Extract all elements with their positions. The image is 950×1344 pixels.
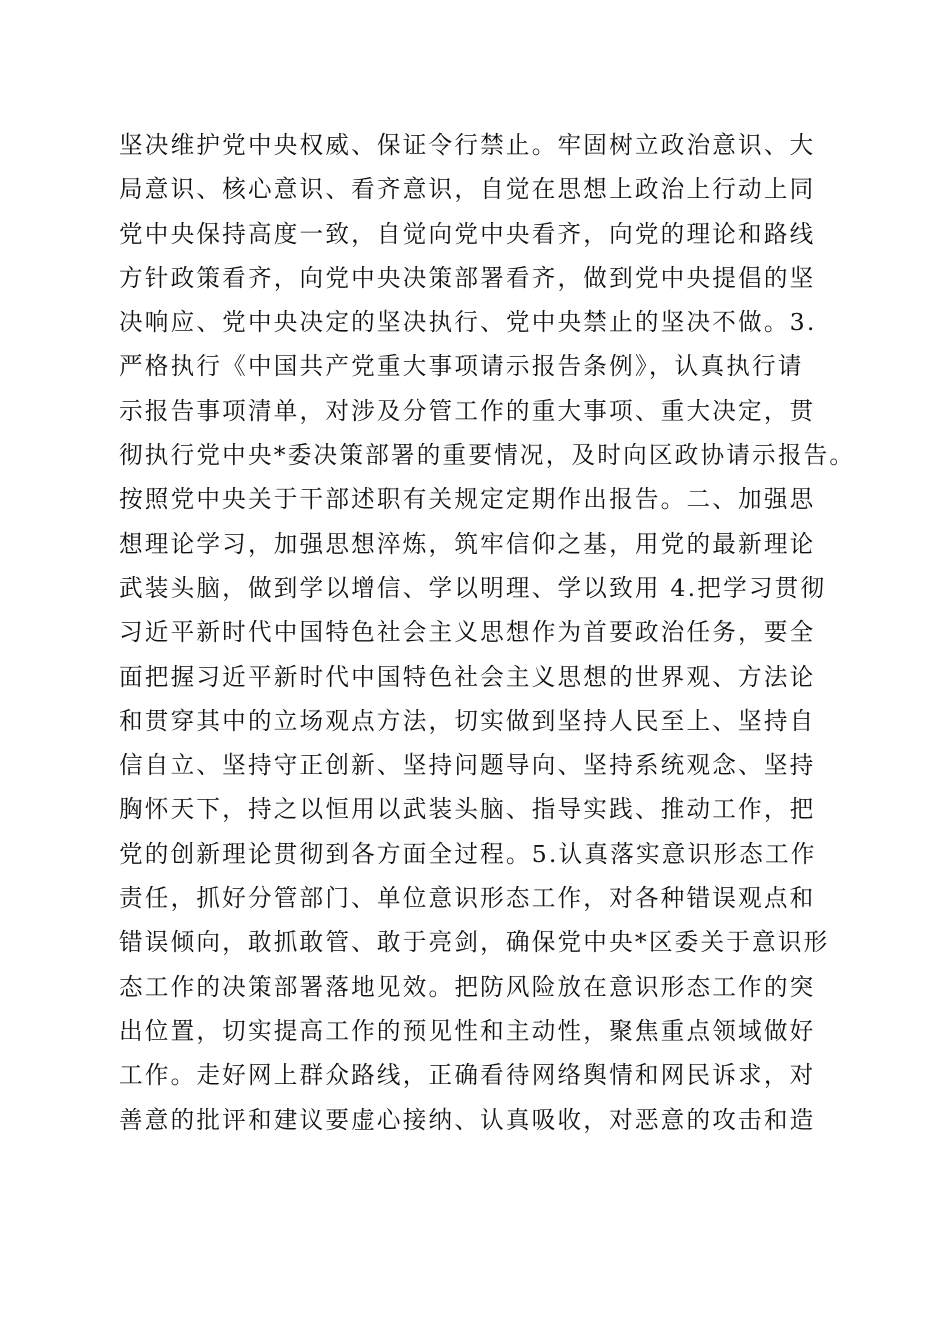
text-line: 责任，抓好分管部门、单位意识形态工作，对各种错误观点和	[119, 884, 816, 913]
text-line: 坚决维护党中央权威、保证令行禁止。牢固树立政治意识、大	[119, 131, 816, 159]
text-line: 决响应、党中央决定的坚决执行、党中央禁止的坚决不做。3.	[119, 308, 817, 337]
text-line: 面把握习近平新时代中国特色社会主义思想的世界观、方法论	[119, 662, 816, 691]
text-line: 善意的批评和建议要虚心接纳、认真吸收，对恶意的攻击和造	[119, 1105, 816, 1134]
text-line: 工作。走好网上群众路线，正确看待网络舆情和网民诉求，对	[119, 1061, 816, 1090]
text-line: 党的创新理论贯彻到各方面全过程。5.认真落实意识形态工作	[119, 839, 817, 868]
text-line: 和贯穿其中的立场观点方法，切实做到坚持人民至上、坚持自	[119, 706, 816, 735]
text-line: 方针政策看齐，向党中央决策部署看齐，做到党中央提倡的坚	[119, 263, 816, 292]
text-line: 态工作的决策部署落地见效。把防风险放在意识形态工作的突	[119, 972, 816, 1001]
text-line: 信自立、坚持守正创新、坚持问题导向、坚持系统观念、坚持	[119, 751, 816, 780]
text-line: 按照党中央关于干部述职有关规定定期作出报告。二、加强思	[119, 485, 816, 514]
text-line: 严格执行《中国共产党重大事项请示报告条例》，认真执行请	[119, 352, 804, 381]
text-line: 习近平新时代中国特色社会主义思想作为首要政治任务，要全	[119, 618, 816, 647]
body-text	[119, 123, 856, 1142]
text-line: 彻执行党中央*委决策部署的重要情况，及时向区政协请示报告。	[119, 441, 856, 470]
text-line: 局意识、核心意识、看齐意识，自觉在思想上政治上行动上同	[119, 175, 816, 204]
text-line: 出位置，切实提高工作的预见性和主动性，聚焦重点领域做好	[119, 1016, 816, 1045]
text-line: 错误倾向，敢抓敢管、敢于亮剑，确保党中央*区委关于意识形	[119, 928, 830, 957]
text-line: 示报告事项清单，对涉及分管工作的重大事项、重大决定，贯	[119, 396, 816, 425]
text-line: 武装头脑，做到学以增信、学以明理、学以致用 4.把学习贯彻	[119, 573, 827, 602]
text-line: 胸怀天下，持之以恒用以武装头脑、指导实践、推动工作，把	[119, 795, 816, 824]
text-line: 想理论学习，加强思想淬炼，筑牢信仰之基，用党的最新理论	[119, 529, 816, 558]
text-line: 党中央保持高度一致，自觉向党中央看齐，向党的理论和路线	[119, 219, 816, 248]
